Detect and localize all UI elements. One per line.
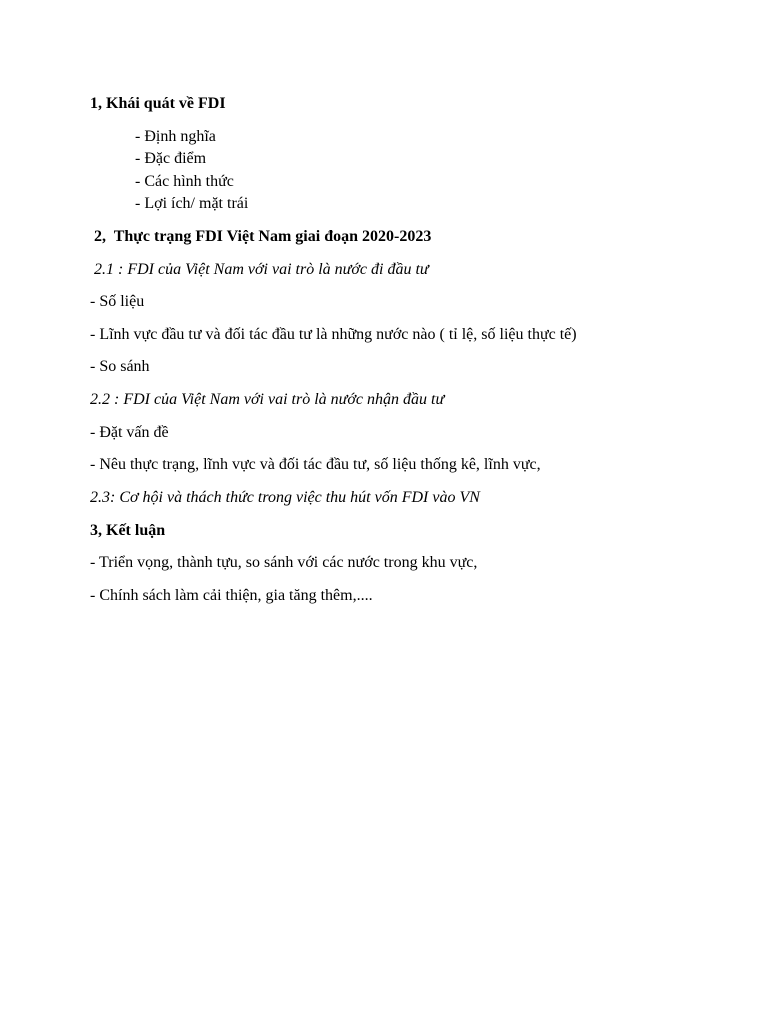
section-1-heading: 1, Khái quát về FDI [90, 95, 226, 112]
section-1-item-definition: - Định nghĩa [135, 128, 216, 145]
section-2-1-item-fields-partners: - Lĩnh vực đầu tư và đối tác đầu tư là những nước nào ( tỉ lệ, số liệu thực tế) [90, 326, 577, 343]
section-1-item-forms: - Các hình thức [135, 173, 234, 190]
section-1-item-characteristics: - Đặc điểm [135, 150, 207, 167]
section-2-2-item-status: - Nêu thực trạng, lĩnh vực và đối tác đầu tư, số liệu thống kê, lĩnh vực, [90, 456, 541, 473]
section-2-1-heading: 2.1 : FDI của Việt Nam với vai trò là nước đi đầu tư [90, 261, 429, 278]
section-2-3-heading: 2.3: Cơ hội và thách thức trong việc thu hút vốn FDI vào VN [90, 489, 480, 506]
section-2-1-item-data: - Số liệu [90, 293, 145, 310]
section-3-item-policy: - Chính sách làm cải thiện, gia tăng thêm,.... [90, 587, 373, 604]
section-3-heading: 3, Kết luận [90, 522, 166, 539]
section-2-2-heading: 2.2 : FDI của Việt Nam với vai trò là nước nhận đầu tư [90, 391, 445, 408]
section-2-heading: 2, Thực trạng FDI Việt Nam giai đoạn 2020-2023 [90, 228, 432, 245]
section-1-item-pros-cons: - Lợi ích/ mặt trái [135, 195, 249, 212]
section-2-1-item-compare: - So sánh [90, 358, 150, 375]
section-2-2-item-problem: - Đặt vấn đề [90, 424, 169, 441]
section-3-item-prospects: - Triển vọng, thành tựu, so sánh với các nước trong khu vực, [90, 554, 478, 571]
